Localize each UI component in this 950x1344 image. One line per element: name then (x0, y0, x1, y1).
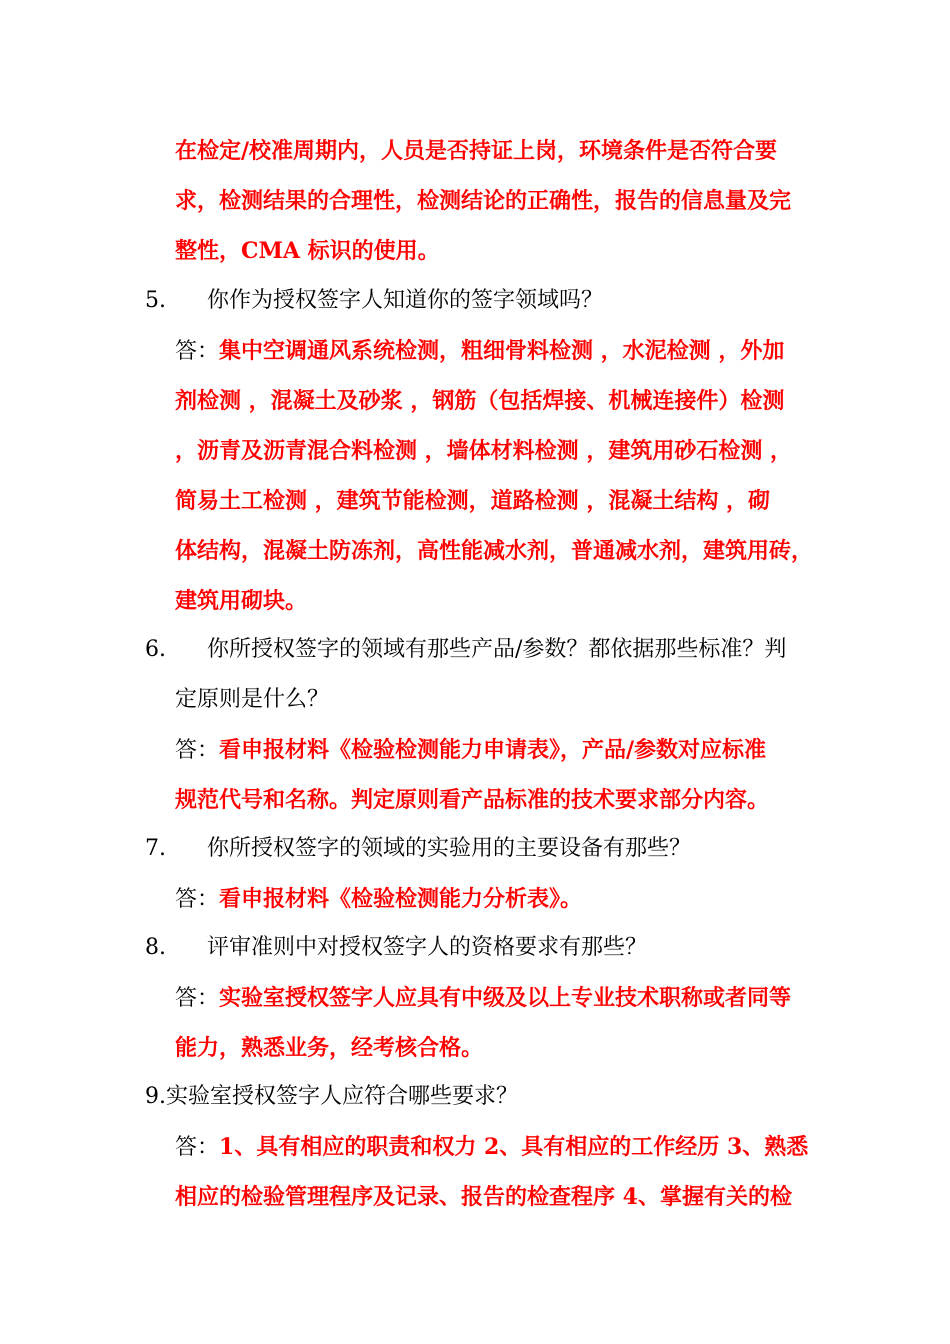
q5-answer-label: 答： (175, 339, 220, 364)
q8-answer-text: 实验室授权签字人应具有中级及以上专业技术职称或者同等 (219, 985, 792, 1011)
q6-question-line-2: 定原则是什么？ (175, 687, 330, 712)
q5-answer-line-3: ，沥青及沥青混合料检测 ，墙体材料检测 ，建筑用砂石检测 ， (175, 438, 792, 464)
q5-answer-line-2: 剂检测 ，混凝土及砂浆 ，钢筋（包括焊接、机械连接件）检测 (175, 388, 785, 414)
q8-answer-line-1 (175, 983, 791, 1013)
q9-answer-line-1 (175, 1132, 808, 1162)
q7-number: 7. (145, 836, 166, 861)
q5-answer-line-1 (175, 336, 784, 366)
q5-answer-text: 集中空调通风系统检测，粗细骨料检测 ，水泥检测 ，外加 (219, 338, 785, 364)
q5-number: 5. (145, 288, 166, 313)
q8-answer-label: 答： (175, 986, 220, 1011)
q6-answer-label: 答： (175, 738, 220, 763)
q8-number: 8. (145, 935, 166, 960)
q7-answer-text: 看申报材料《检验检测能力分析表》。 (219, 886, 583, 912)
q7-answer-line-1 (175, 884, 582, 914)
item4-continuation-line-3: 整性，CMA 标识的使用。 (175, 238, 440, 264)
q6-number: 6. (145, 637, 166, 662)
q9-answer-label: 答： (175, 1135, 220, 1160)
q5-question: 你作为授权签字人知道你的签字领域吗？ (207, 288, 604, 313)
q9-answer-line-2: 相应的检验管理程序及记录、报告的检查程序 4、掌握有关的检 (175, 1184, 792, 1210)
q8-question: 评审准则中对授权签字人的资格要求有那些？ (207, 935, 648, 960)
q9-answer-text: 1、具有相应的职责和权力 2、具有相应的工作经历 3、熟悉 (219, 1134, 809, 1160)
q5-answer-line-5: 体结构，混凝土防冻剂，高性能减水剂，普通减水剂，建筑用砖， (175, 538, 814, 564)
q8-answer-line-2: 能力，熟悉业务，经考核合格。 (175, 1035, 484, 1061)
q6-question-line-1: 你所授权签字的领域有那些产品/参数？都依据那些标准？判 (207, 637, 787, 662)
q5-answer-line-4: 简易土工检测 ，建筑节能检测，道路检测 ，混凝土结构 ，砌 (175, 488, 770, 514)
q6-answer-line-1 (175, 735, 766, 765)
q7-question: 你所授权签字的领域的实验用的主要设备有那些？ (207, 836, 692, 861)
q5-answer-line-6: 建筑用砌块。 (175, 588, 308, 614)
item4-continuation-line-1: 在检定/校准周期内，人员是否持证上岗，环境条件是否符合要 (175, 138, 778, 164)
q7-answer-label: 答： (175, 887, 220, 912)
q9-question: 9.实验室授权签字人应符合哪些要求？ (145, 1084, 518, 1109)
q6-answer-text: 看申报材料《检验检测能力申请表》，产品/参数对应标准 (219, 737, 767, 763)
q6-answer-line-2: 规范代号和名称。判定原则看产品标准的技术要求部分内容。 (175, 787, 770, 813)
item4-continuation-line-2: 求，检测结果的合理性，检测结论的正确性，报告的信息量及完 (175, 188, 792, 214)
